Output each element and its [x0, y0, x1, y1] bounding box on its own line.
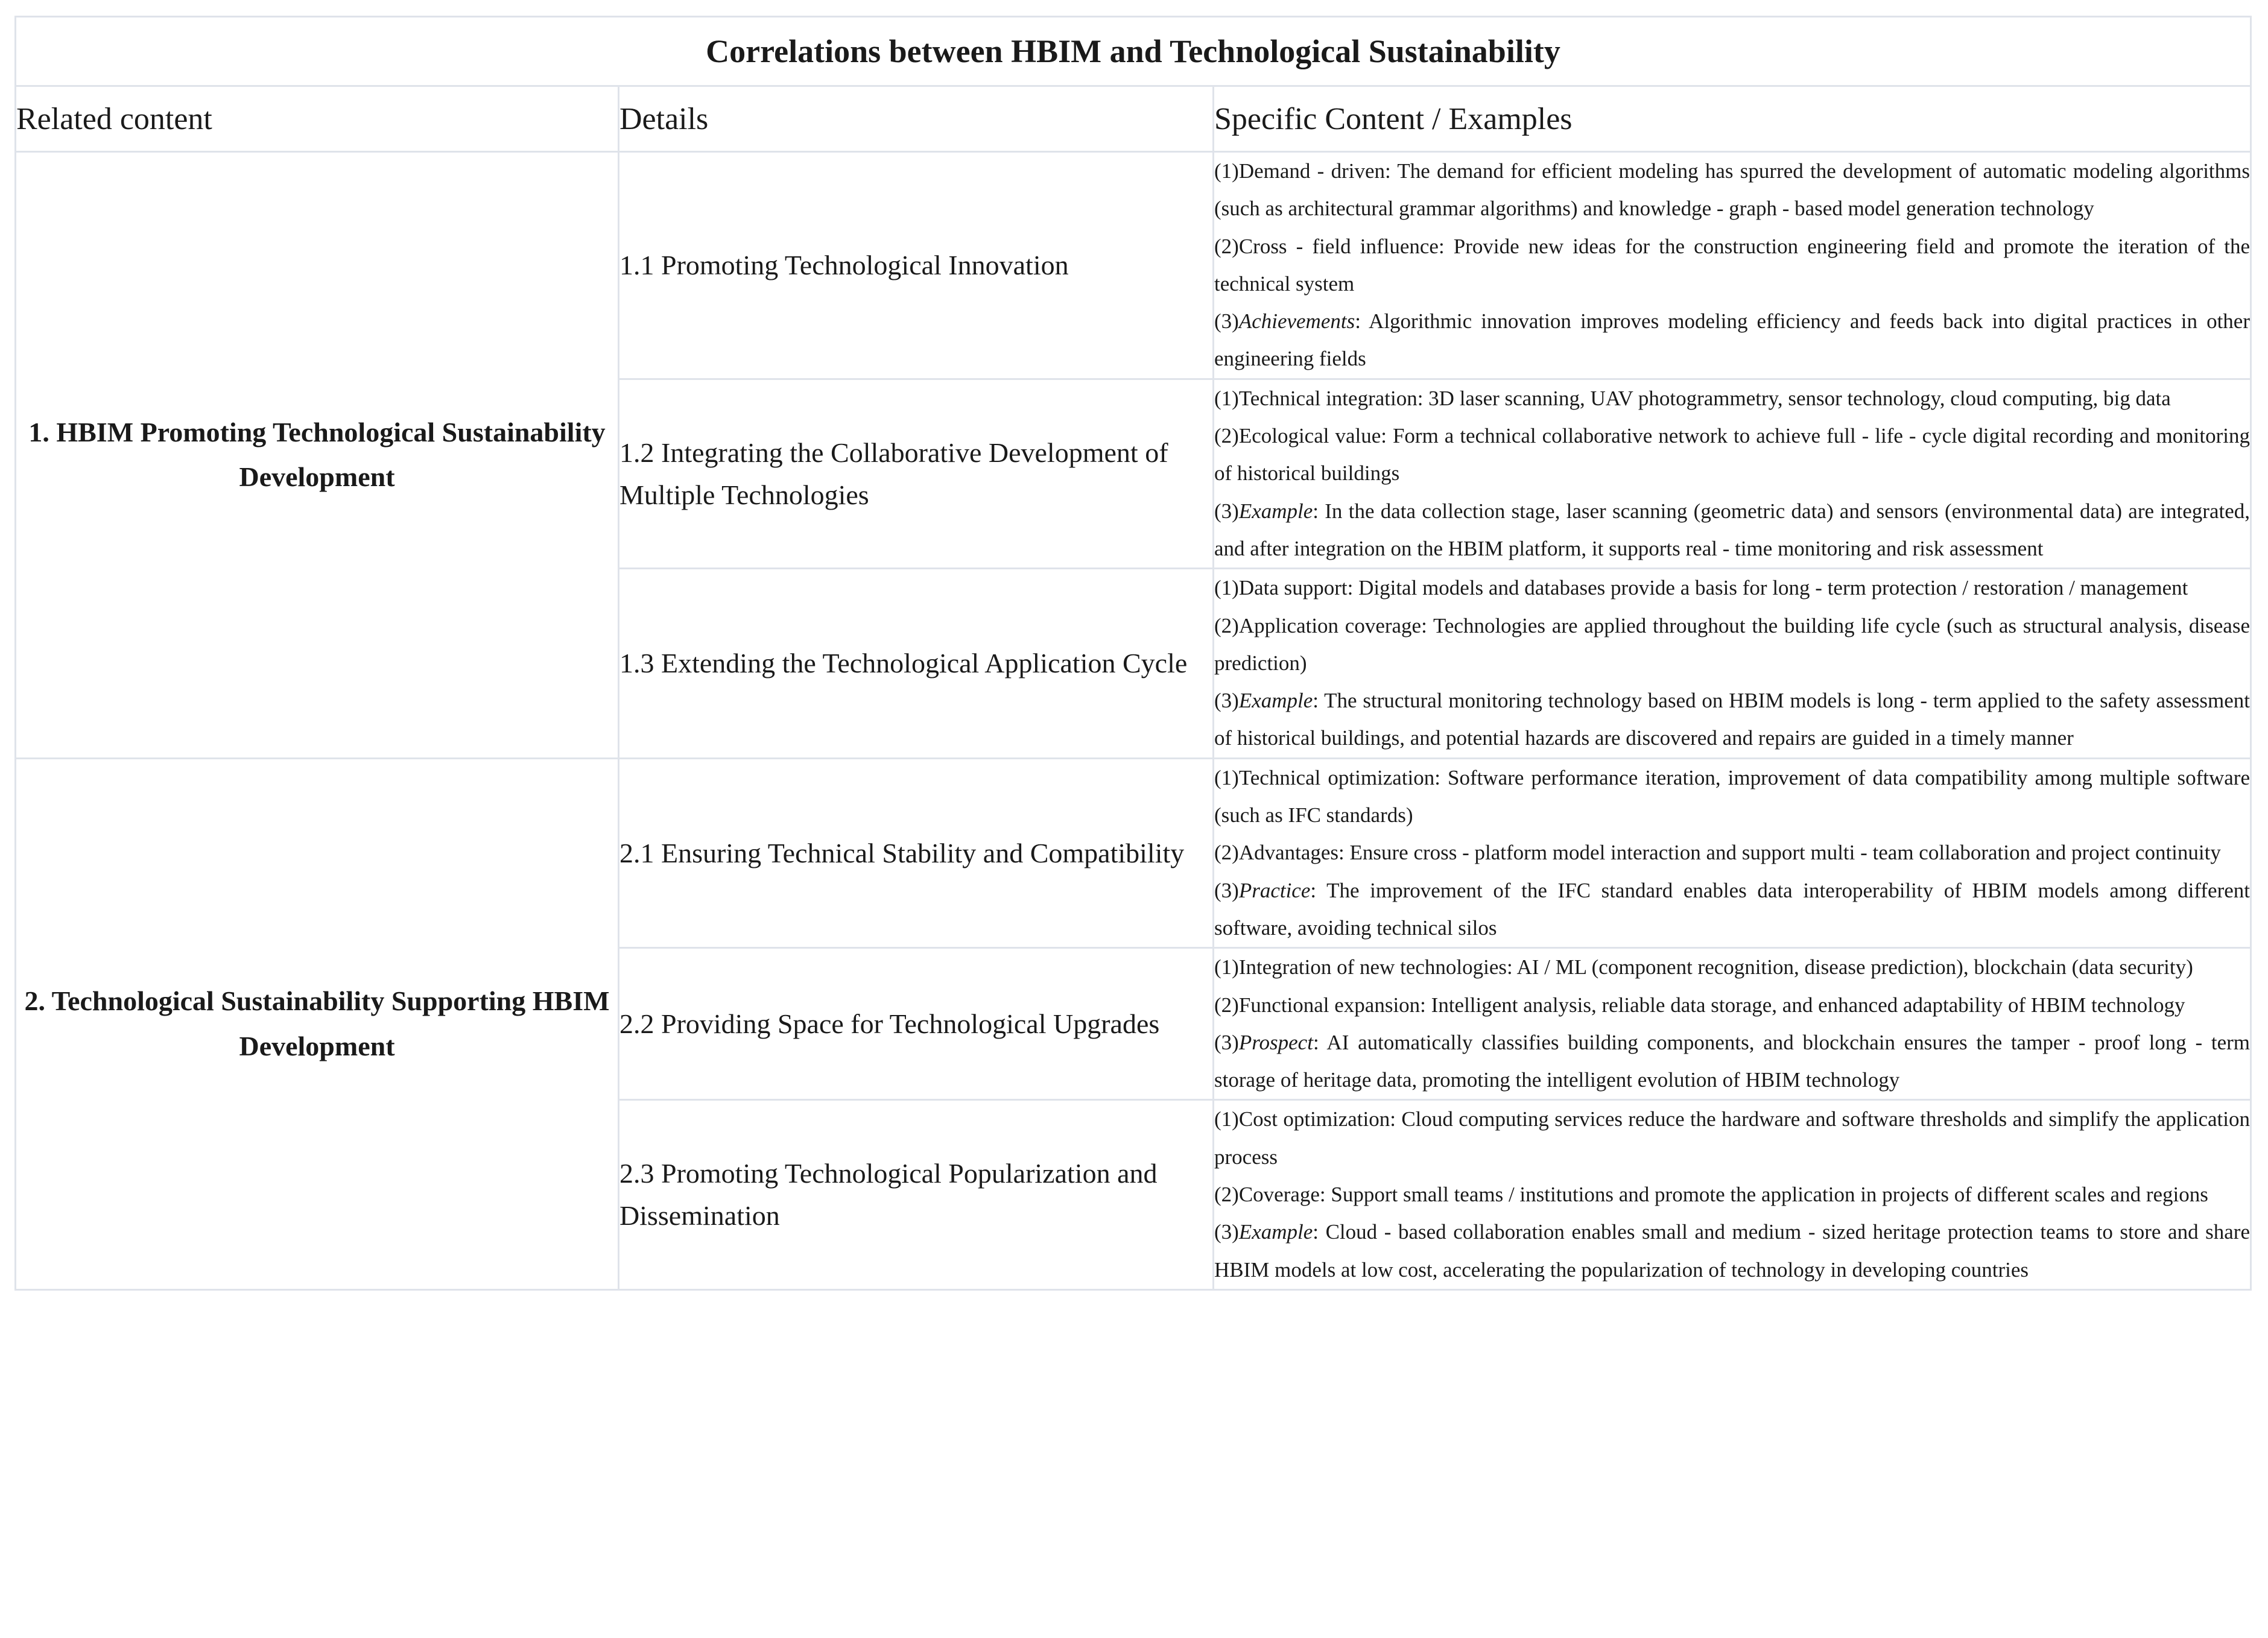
content-point: [1214, 1213, 2250, 1289]
content-cell-1-1: [1214, 152, 2251, 379]
point-text: Integration of new technologies: AI / ML (component recognition, disease prediction), blockchain (data security): [1238, 955, 2193, 979]
point-marker: (3): [1214, 878, 1239, 902]
point-marker: (3): [1214, 309, 1239, 334]
column-header-related-content: Related content: [16, 86, 619, 152]
point-marker: (2): [1214, 424, 1239, 448]
point-marker: (1): [1214, 955, 1239, 979]
point-text: Data support: Digital models and databases provide a basis for long - term protection / restoration / management: [1238, 576, 2188, 600]
point-text: : The improvement of the IFC standard enables data interoperability of HBIM models among different software, avoiding technical silos: [1214, 878, 2250, 940]
content-point: [1214, 682, 2250, 757]
detail-label-1-1: 1.1 Promoting Technological Innovation: [619, 152, 1214, 379]
column-header-details: Details: [619, 86, 1214, 152]
content-point: [1214, 834, 2250, 871]
point-marker: (2): [1214, 1183, 1239, 1207]
point-text: Technical integration: 3D laser scanning, UAV photogrammetry, sensor technology, cloud computing, big data: [1238, 386, 2171, 410]
table-header-row: [16, 86, 2251, 152]
content-point: [1214, 607, 2250, 683]
point-marker: (3): [1214, 1030, 1239, 1054]
point-marker: (1): [1214, 386, 1239, 410]
content-point: [1214, 1101, 2250, 1176]
point-marker: (1): [1214, 159, 1239, 183]
content-point: [1214, 949, 2250, 986]
content-point: [1214, 228, 2250, 303]
point-marker: (1): [1214, 765, 1239, 789]
content-point: [1214, 303, 2250, 378]
detail-label-2-2: 2.2 Providing Space for Technological Upgrades: [619, 948, 1214, 1100]
point-marker: (3): [1214, 689, 1239, 713]
content-cell-2-1: [1214, 758, 2251, 947]
column-header-specific-content: Specific Content / Examples: [1214, 86, 2251, 152]
point-emphasis: Example: [1238, 689, 1313, 713]
point-emphasis: Achievements: [1238, 309, 1355, 334]
content-cell-2-2: [1214, 948, 2251, 1100]
point-text: Cost optimization: Cloud computing services reduce the hardware and software thresholds and simplify the application process: [1214, 1107, 2250, 1169]
point-text: Cross - field influence: Provide new ideas for the construction engineering field and promote the iteration of the technical system: [1214, 234, 2250, 296]
content-point: [1214, 569, 2250, 607]
point-emphasis: Practice: [1238, 878, 1311, 902]
point-text: Ecological value: Form a technical collaborative network to achieve full - life - cycle digital recording and monitoring of historical buildings: [1214, 424, 2250, 485]
table-row: [16, 152, 2251, 379]
content-point: [1214, 1176, 2250, 1213]
point-marker: (2): [1214, 993, 1239, 1017]
detail-label-1-2: 1.2 Integrating the Collaborative Development of Multiple Technologies: [619, 379, 1214, 568]
content-cell-1-2: [1214, 379, 2251, 568]
point-marker: (3): [1214, 499, 1239, 523]
point-text: Application coverage: Technologies are applied throughout the building life cycle (such as structural analysis, disease prediction): [1214, 613, 2250, 675]
point-marker: (2): [1214, 841, 1239, 865]
content-point: [1214, 987, 2250, 1024]
point-marker: (2): [1214, 613, 1239, 637]
group-label-2: 2. Technological Sustainability Supporting HBIM Development: [16, 758, 619, 1289]
group-label-1: 1. HBIM Promoting Technological Sustainability Development: [16, 152, 619, 759]
detail-label-2-1: 2.1 Ensuring Technical Stability and Compatibility: [619, 758, 1214, 947]
content-point: [1214, 872, 2250, 947]
correlations-table: [14, 16, 2252, 1291]
point-text: Advantages: Ensure cross - platform model interaction and support multi - team collaboration and project continuity: [1238, 841, 2221, 865]
content-point: [1214, 1024, 2250, 1099]
point-text: Functional expansion: Intelligent analysis, reliable data storage, and enhanced adaptability of HBIM technology: [1238, 993, 2185, 1017]
point-marker: (2): [1214, 234, 1239, 258]
content-point: [1214, 153, 2250, 228]
point-emphasis: Prospect: [1238, 1030, 1313, 1054]
point-emphasis: Example: [1238, 1220, 1313, 1244]
point-text: : Algorithmic innovation improves modeling efficiency and feeds back into digital practices in other engineering fields: [1214, 309, 2250, 371]
content-point: [1214, 417, 2250, 493]
point-text: Technical optimization: Software performance iteration, improvement of data compatibility among multiple software (such as IFC standards): [1214, 765, 2250, 827]
point-text: Demand - driven: The demand for efficient modeling has spurred the development of automatic modeling algorithms (such as architectural grammar algorithms) and knowledge - graph - based model generation technology: [1214, 159, 2250, 221]
point-marker: (1): [1214, 1107, 1239, 1131]
point-marker: (1): [1214, 576, 1239, 600]
detail-label-1-3: 1.3 Extending the Technological Application Cycle: [619, 569, 1214, 758]
point-marker: (3): [1214, 1220, 1239, 1244]
point-text: : In the data collection stage, laser scanning (geometric data) and sensors (environmental data) are integrated, and after integration on the HBIM platform, it supports real - time monitoring and risk assessment: [1214, 499, 2250, 560]
content-cell-2-3: [1214, 1100, 2251, 1289]
point-text: : Cloud - based collaboration enables small and medium - sized heritage protection teams to store and share HBIM models at low cost, accelerating the popularization of technology in developing countries: [1214, 1220, 2250, 1282]
table-title: Correlations between HBIM and Technological Sustainability: [16, 17, 2251, 86]
content-point: [1214, 380, 2250, 417]
detail-label-2-3: 2.3 Promoting Technological Popularization and Dissemination: [619, 1100, 1214, 1289]
content-point: [1214, 759, 2250, 835]
point-text: : The structural monitoring technology based on HBIM models is long - term applied to the safety assessment of historical buildings, and potential hazards are discovered and repairs are guided in a timely manner: [1214, 689, 2250, 750]
point-text: Coverage: Support small teams / institutions and promote the application in projects of different scales and regions: [1238, 1183, 2208, 1207]
table-title-row: [16, 17, 2251, 86]
point-emphasis: Example: [1238, 499, 1313, 523]
content-cell-1-3: [1214, 569, 2251, 758]
point-text: : AI automatically classifies building components, and blockchain ensures the tamper - proof long - term storage of heritage data, promoting the intelligent evolution of HBIM technology: [1214, 1030, 2250, 1092]
table-row: [16, 758, 2251, 947]
content-point: [1214, 493, 2250, 568]
